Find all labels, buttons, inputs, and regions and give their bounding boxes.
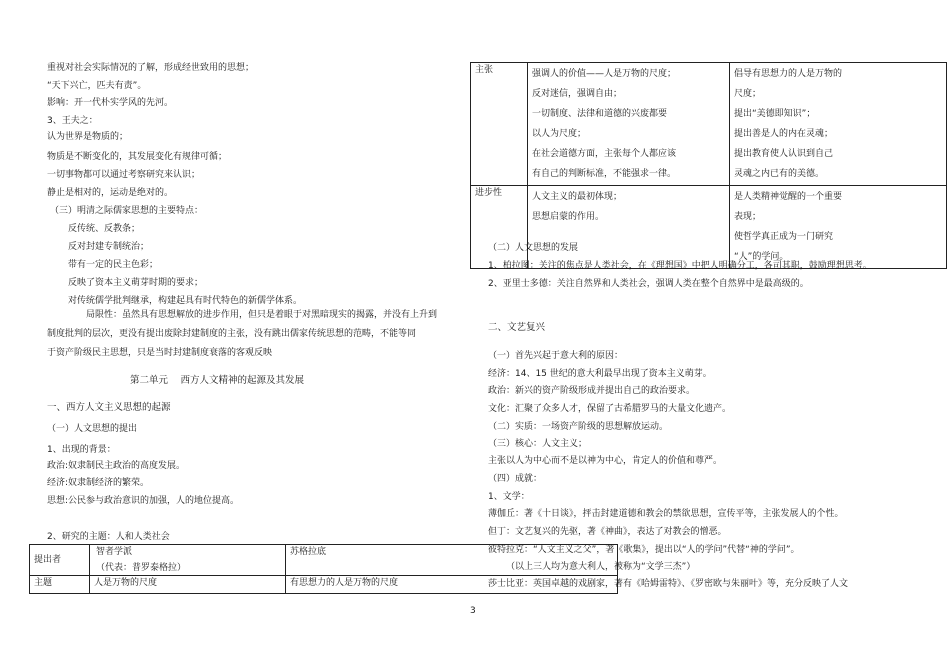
text-line: 但丁：文艺复兴的先驱，著《神曲》，表达了对教会的憎恶。 (488, 527, 727, 537)
cell-text: 是人类精神觉醒的一个重要 (734, 192, 843, 202)
section-heading: （一）首先兴起于意大利的原因： (488, 351, 624, 361)
table-row (471, 63, 947, 186)
table-row (471, 186, 947, 269)
comparison-table-part2 (470, 62, 947, 269)
text-line: 3、王夫之： (47, 116, 98, 126)
text-line: （以上三人均为意大利人，被称为“文学三杰”） (506, 562, 696, 572)
cell-text: 智者学派 (96, 547, 133, 557)
table-cell: 主张 (471, 63, 528, 186)
text-line: 1、柏拉图：关注的焦点是人类社会，在《理想国》中把人明确分工，各司其职，鼓励理想思考。 (488, 261, 872, 271)
text-line: 2、研究的主题：人和人类社会 (47, 532, 170, 542)
table-cell (90, 545, 286, 576)
text-line: 莎士比亚：英国卓越的戏剧家，著有《哈姆雷特》、《罗密欧与朱丽叶》等，充分反映了人文 (488, 579, 849, 589)
text-line: 薄伽丘：著《十日谈》，抨击封建道德和教会的禁欲思想，宣传平等，主张发展人的个性。 (488, 509, 844, 519)
text-line: 1、出现的背景： (47, 445, 116, 455)
cell-text: 使哲学真正成为一门研究 (734, 232, 834, 242)
text-line: 1、文学： (488, 492, 530, 502)
table-cell: 人是万物的尺度 (90, 576, 286, 594)
cell-text: 有自己的判断标准，不能强求一律。 (532, 169, 677, 179)
cell-text: 一切制度、法律和道德的兴废都要 (532, 109, 668, 119)
cell-text: “人”的学问。 (734, 252, 789, 262)
text-line: 重视对社会实际情况的了解，形成经世致用的思想； (47, 63, 255, 73)
table-cell (528, 63, 730, 186)
section-heading: 二、文艺复兴 (488, 322, 546, 333)
unit-title: 第二单元 西方人文精神的起源及其发展 (130, 375, 305, 386)
text-line: 经济：14、15 世纪的意大利最早出现了资本主义萌芽。 (488, 369, 712, 379)
cell-text: 灵魂之内已有的美德。 (734, 169, 825, 179)
cell-text: 提出善是人的内在灵魂； (734, 129, 834, 139)
text-line: 静止是相对的，运动是绝对的。 (47, 188, 174, 198)
cell-text: 表现； (734, 212, 762, 222)
section-heading: （三）明清之际儒家思想的主要特点： (50, 206, 204, 216)
table-cell: 有思想力的人是万物的尺度 (286, 576, 618, 594)
text-line: 局限性：虽然具有思想解放的进步作用，但只是着眼于对黑暗现实的揭露，并没有上升到 (86, 310, 438, 320)
table-cell: 主题 (30, 576, 90, 594)
cell-text: 反对迷信，强调自由； (532, 89, 623, 99)
text-line: 政治：新兴的资产阶级形成并提出自己的政治要求。 (488, 386, 696, 396)
text-line: 影响：开一代朴实学风的先河。 (47, 98, 174, 108)
text-line: 认为世界是物质的； (47, 132, 129, 142)
text-line: 对传统儒学批判继承，构建起具有时代特色的新儒学体系。 (68, 296, 303, 306)
text-line: 2、亚里士多德：关注自然界和人类社会，强调人类在整个自然界中是最高级的。 (488, 279, 809, 289)
table-cell (528, 186, 730, 269)
text-line: 制度批判的层次，更没有提出废除封建制度的主张，没有跳出儒家传统思想的范畴，不能等同 (47, 329, 417, 339)
text-line: 文化：汇聚了众多人才，保留了古希腊罗马的大量文化遗产。 (488, 404, 732, 414)
cell-text: 以人为尺度； (532, 129, 587, 139)
text-line: （二）实质：一场资产阶级的思想解放运动。 (488, 422, 669, 432)
text-line: 一切事物都可以通过考察研究来认识； (47, 170, 201, 180)
text-line: 思想:公民参与政治意识的加强，人的地位提高。 (47, 496, 240, 506)
cell-text: 思想启蒙的作用。 (532, 212, 605, 222)
cell-text: 提出“美德即知识”； (734, 109, 816, 119)
section-heading: （二）人文思想的发展 (488, 243, 579, 253)
cell-text: 在社会道德方面，主张每个人都应该 (532, 149, 677, 159)
text-line: 反映了资本主义萌芽时期的要求； (68, 278, 204, 288)
table-cell: 苏格拉底 (286, 545, 618, 576)
cell-text: 强调人的价值——人是万物的尺度； (532, 69, 677, 79)
section-heading: （四）成就： (488, 474, 543, 484)
cell-text: 提出教育使人认识到自己 (734, 149, 834, 159)
table-cell (730, 186, 947, 269)
text-line: 经济:奴隶制经济的繁荣。 (47, 478, 150, 488)
text-line: 物质是不断变化的，其发展变化有规律可循； (47, 152, 228, 162)
text-line: 反传统、反教条； (68, 224, 141, 234)
cell-text: 人文主义的最初体现； (532, 192, 623, 202)
table-cell: 进步性 (471, 186, 528, 269)
text-line: 反对封建专制统治； (68, 242, 150, 252)
table-cell (730, 63, 947, 186)
cell-text: 倡导有思想力的人是万物的 (734, 69, 843, 79)
text-line: （三）核心：人文主义； (488, 439, 588, 449)
cell-text: 尺度； (734, 89, 762, 99)
cell-text: （代表：普罗泰格拉） (96, 563, 187, 573)
text-line: 带有一定的民主色彩； (68, 260, 159, 270)
text-line: “天下兴亡，匹夫有责”。 (47, 81, 147, 91)
text-line: 彼特拉克：“人文主义之父”，著《歌集》，提出以“人的学问”代替“神的学问”。 (488, 545, 800, 555)
table-cell: 提出者 (30, 545, 90, 576)
page-number: 3 (470, 606, 476, 616)
section-heading: （一）人文思想的提出 (47, 424, 138, 434)
section-heading: 一、西方人文主义思想的起源 (47, 402, 171, 413)
text-line: 于资产阶级民主思想，只是当时封建制度衰落的客观反映 (47, 348, 273, 358)
text-line: 主张以人为中心而不是以神为中心，肯定人的价值和尊严。 (488, 456, 723, 466)
text-line: 政治:奴隶制民主政治的高度发展。 (47, 461, 186, 471)
